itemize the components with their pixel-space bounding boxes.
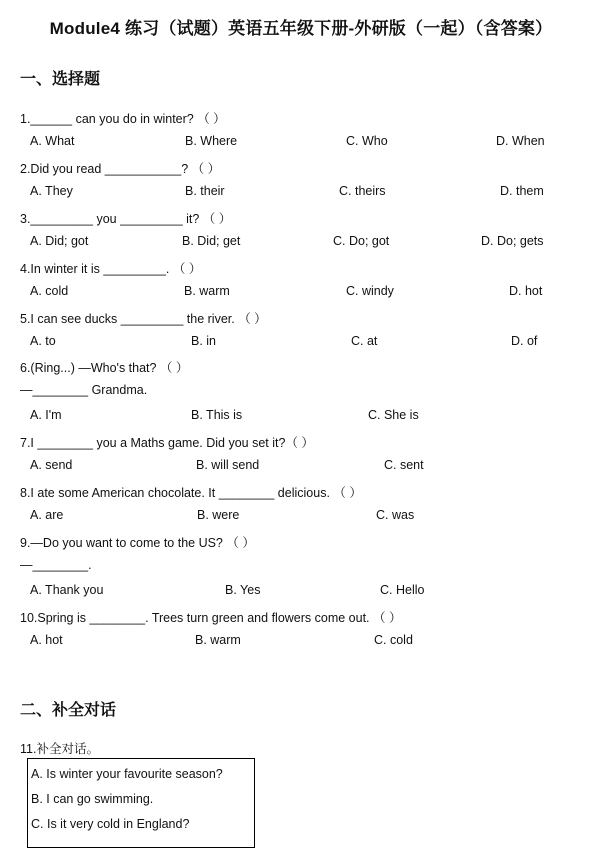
option-2a: A. They (30, 184, 73, 198)
question-11: 11.补全对话。 (20, 742, 99, 756)
option-5d: D. of (511, 334, 538, 348)
question-10: 10.Spring is ________. Trees turn green and flowers come out. （ ） (20, 611, 402, 625)
question-6-reply: —________ Grandma. (20, 383, 148, 397)
option-6b: B. This is (191, 408, 243, 422)
question-4: 4.In winter it is _________. （ ） (20, 262, 202, 276)
section-heading-choice: 一、选择题 (20, 71, 101, 88)
box-item-b: B. I can go swimming. (31, 792, 154, 806)
option-3a: A. Did; got (30, 234, 89, 248)
option-9a: A. Thank you (30, 583, 104, 597)
option-8b: B. were (197, 508, 240, 522)
option-3b: B. Did; get (182, 234, 241, 248)
option-4c: C. windy (346, 284, 394, 298)
answer-choices-box (27, 758, 255, 848)
question-9: 9.—Do you want to come to the US? （ ） (20, 536, 255, 550)
option-4b: B. warm (184, 284, 230, 298)
option-1c: C. Who (346, 134, 388, 148)
page-title: Module4 练习（试题）英语五年级下册-外研版（一起）（含答案） (49, 19, 553, 38)
option-2c: C. theirs (339, 184, 386, 198)
question-1: 1.______ can you do in winter? （ ） (20, 112, 226, 126)
option-10c: C. cold (374, 633, 413, 647)
option-5a: A. to (30, 334, 56, 348)
option-1b: B. Where (185, 134, 238, 148)
question-8: 8.I ate some American chocolate. It ________ delicious. （ ） (20, 486, 362, 500)
option-10a: A. hot (30, 633, 63, 647)
option-9b: B. Yes (225, 583, 261, 597)
option-1a: A. What (30, 134, 75, 148)
option-2d: D. them (500, 184, 544, 198)
box-item-a: A. Is winter your favourite season? (31, 767, 223, 781)
option-9c: C. Hello (380, 583, 425, 597)
option-3c: C. Do; got (333, 234, 390, 248)
option-4d: D. hot (509, 284, 543, 298)
option-6c: C. She is (368, 408, 419, 422)
option-5b: B. in (191, 334, 217, 348)
option-8c: C. was (376, 508, 415, 522)
question-6: 6.(Ring...) —Who's that? （ ） (20, 361, 189, 375)
option-3d: D. Do; gets (481, 234, 544, 248)
question-9-reply: —________. (20, 558, 92, 572)
question-3: 3._________ you _________ it? （ ） (20, 212, 232, 226)
box-item-c: C. Is it very cold in England? (31, 817, 190, 831)
option-2b: B. their (185, 184, 225, 198)
question-5: 5.I can see ducks _________ the river. （ ） (20, 312, 267, 326)
option-4a: A. cold (30, 284, 69, 298)
option-5c: C. at (351, 334, 378, 348)
option-10b: B. warm (195, 633, 241, 647)
question-7: 7.I ________ you a Maths game. Did you set it?（ ） (20, 436, 314, 450)
option-6a: A. I'm (30, 408, 62, 422)
option-8a: A. are (30, 508, 64, 522)
option-1d: D. When (496, 134, 545, 148)
section-heading-dialogue: 二、补全对话 (20, 702, 117, 719)
option-7a: A. send (30, 458, 73, 472)
option-7b: B. will send (196, 458, 260, 472)
option-7c: C. sent (384, 458, 424, 472)
question-2: 2.Did you read ___________? （ ） (20, 162, 221, 176)
